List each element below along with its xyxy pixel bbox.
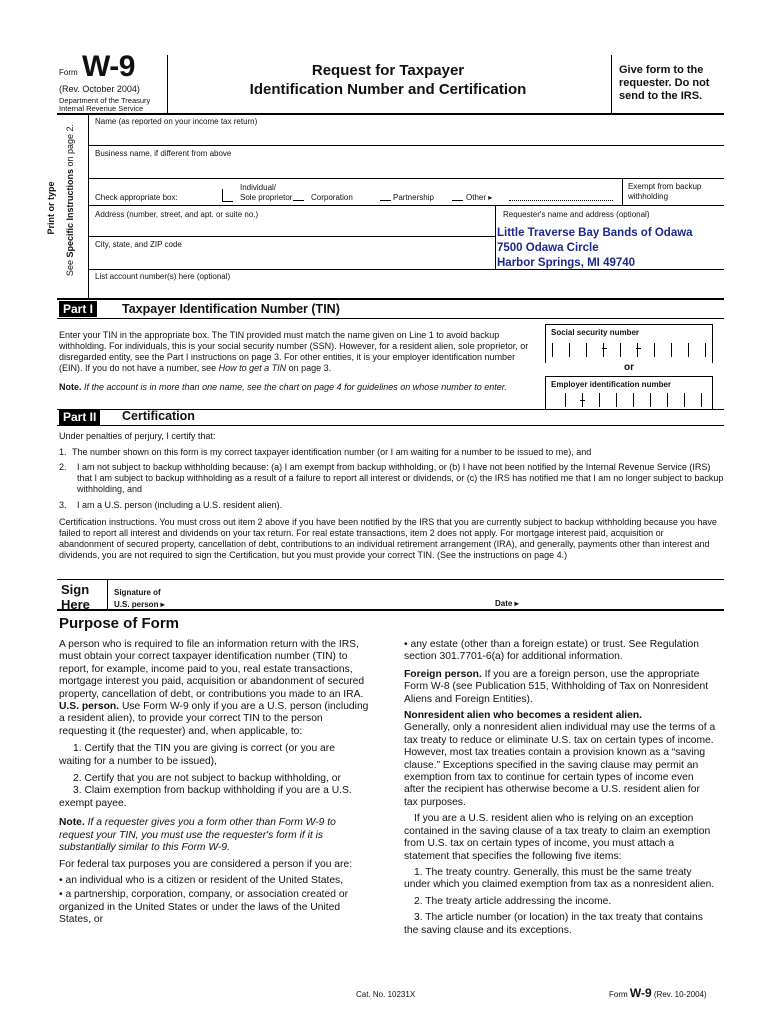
cert-instructions: Certification instructions. You must cross out item 2 above if you have been notified by the IRS that you are currently subject to backup withholding because you have failed to report all interest and dividends on your tax return. For real estate transactions, item 2 does not apply. For mortgage interest paid, acquisition or abandonment of secured property, cancellation of debt, contributions to an individual retirement arrangement (IRA), and generally, payments other than interest and dividends, you are not required to sign the Certification, but you must provide your correct TIN. (See the instructions on page 4.) <box>59 517 717 560</box>
revision: (Rev. October 2004) <box>59 84 140 94</box>
side-label <box>65 100 75 300</box>
title-line-2: Identification Number and Certification <box>249 81 527 98</box>
requester-label: Requester's name and address (optional) <box>503 210 650 219</box>
ein-label: Employer identification number <box>551 380 672 389</box>
business-field-label[interactable]: Business name, if different from above <box>95 149 232 158</box>
purpose-bullet-1: • an individual who is a citizen or resident of the United States, <box>59 874 344 886</box>
treaty-item-3: 3. The article number (or location) in the tax treaty that contains the saving clause and its exceptions. <box>404 912 703 936</box>
corporation-label: Corporation <box>311 193 353 202</box>
form-number: W-9 <box>82 50 135 83</box>
purpose-item-2: 2. Certify that you are not subject to backup withholding, or <box>73 773 341 785</box>
part1-text: Enter your TIN in the appropriate box. The TIN provided must match the name given on Line 1 to avoid backup withholding. For individuals, this is your social security number (SSN). However, for a resident alien, sole proprietor, or disregarded entity, see the Part I instructions on page 3. For other entities, it is your employer identification number (EIN). If you do not have a number, see How to get a TIN on page 3. <box>59 330 529 373</box>
purpose-fed: For federal tax purposes you are considered a person if you are: <box>59 858 353 870</box>
part1-tag: Part I <box>59 301 97 317</box>
exempt-label: Exempt from backup withholding <box>628 182 702 201</box>
purpose-right-column <box>404 639 716 937</box>
side-on-page: on page 2. <box>65 123 75 167</box>
purpose-item-1: 1. Certify that the TIN you are giving is correct (or you are waiting for a number to be issued), <box>59 743 335 767</box>
treaty-item-2: 2. The treaty article addressing the income. <box>414 895 612 907</box>
requester-name: Little Traverse Bay Bands of Odawa <box>497 227 693 239</box>
requester-street: 7500 Odawa Circle <box>497 242 599 254</box>
footer-form-id: Form W-9 (Rev. 10-2004) <box>609 986 707 1000</box>
or-label: or <box>624 362 634 373</box>
ssn-label: Social security number <box>551 328 640 337</box>
requester-value[interactable] <box>497 226 693 271</box>
date-field[interactable] <box>530 584 710 608</box>
cat-number: Cat. No. 10231X <box>356 990 416 999</box>
give-form-note: Give form to the requester. Do not send to the IRS. <box>619 64 710 102</box>
ssn-dash-2 <box>636 348 641 349</box>
partnership-checkbox[interactable] <box>380 200 391 201</box>
foreign-person-para: Foreign person. If you are a foreign person, use the appropriate Form W-8 (see Publication 515, Withholding of Tax on Nonresident Aliens and Foreign Entities). <box>404 668 709 705</box>
signature-label: Signature of U.S. person ▸ <box>114 588 165 609</box>
sign-here: Sign Here <box>61 582 90 612</box>
corporation-checkbox[interactable] <box>293 200 304 201</box>
signature-field[interactable] <box>180 584 480 608</box>
address-field-label[interactable]: Address (number, street, and apt. or suite no.) <box>95 210 259 219</box>
date-label: Date ▸ <box>495 599 519 608</box>
part2-title: Certification <box>122 409 195 423</box>
form-label: Form <box>59 68 78 77</box>
ein-dash <box>580 400 585 401</box>
purpose-note: Note. If a requester gives you a form other than Form W-9 to request your TIN, you must use the requester's form if it is substantially similar to this Form W-9. <box>59 817 336 854</box>
part2-tag: Part II <box>59 409 100 425</box>
part1-title: Taxpayer Identification Number (TIN) <box>122 302 340 316</box>
treaty-item-1: 1. The treaty country. Generally, this must be the same treaty under which you claimed exemption from tax as a nonresident alien. <box>404 866 715 891</box>
city-field-label[interactable]: City, state, and ZIP code <box>95 240 182 249</box>
form-title <box>170 61 606 99</box>
other-checkbox[interactable] <box>452 200 463 201</box>
cert-item-3: 3. I am a U.S. person (including a U.S. resident alien). <box>59 500 283 510</box>
cert-intro: Under penalties of perjury, I certify that: <box>59 431 216 441</box>
purpose-heading: Purpose of Form <box>59 615 180 632</box>
nra-text: Generally, only a nonresident alien individual may use the terms of a tax treaty to reduce or eliminate U.S. tax on certain types of income. However, most tax treaties contain a provision known as a “saving clause.” Exceptions specified in the saving clause may permit an exemption from tax to continue for certain types of income even after the recipient has otherwise become a U.S. resident alien for tax purposes. <box>404 722 716 808</box>
purpose-bullet-2: • a partnership, corporation, company, or association created or organized in the United States or under the laws of the United States, or <box>59 889 349 926</box>
partnership-label: Partnership <box>393 193 434 202</box>
part1-note: Note. If the account is in more than one name, see the chart on page 4 for guidelines on whose number to enter. <box>59 382 507 392</box>
other-label: Other ▸ <box>466 193 493 202</box>
purpose-left-column <box>59 639 369 927</box>
side-specific: Specific Instructions <box>65 169 75 258</box>
account-field-label[interactable]: List account number(s) here (optional) <box>95 272 231 281</box>
ssn-digits[interactable] <box>552 343 707 357</box>
side-print-type: Print or type <box>46 181 56 235</box>
purpose-item-3: 3. Claim exemption from backup withholding if you are a U.S. exempt payee. <box>59 785 352 809</box>
other-input[interactable] <box>509 200 613 201</box>
individual-label: Individual/ Sole proprietor <box>240 183 293 202</box>
resident-alien-para: If you are a U.S. resident alien who is relying on an exception contained in the saving clause of a tax treaty to claim an exemption from U.S. tax on certain types of income, you must attach a statement that specifies the following five items: <box>404 813 711 862</box>
department: Department of the Treasury <box>59 96 151 105</box>
individual-checkbox[interactable] <box>222 189 233 202</box>
ssn-dash-1 <box>602 348 607 349</box>
nra-heading: Nonresident alien who becomes a resident alien. <box>404 710 643 722</box>
irs: Internal Revenue Service <box>59 104 144 113</box>
ein-digits[interactable] <box>565 393 705 407</box>
cert-item-2: 2. I am not subject to backup withholding because: (a) I am exempt from backup withholding, or (b) I have not been notified by the Internal Revenue Service (IRS) that I am subject to backup withholding as a result of a failure to report all interest or dividends, or (c) the IRS has notified me that I am no longer subject to backup withholding, and <box>59 462 724 494</box>
purpose-p1: A person who is required to file an information return with the IRS, must obtain your correct taxpayer identification number (TIN) to report, for example, income paid to you, real estate transactions, mortgage interest you paid, acquisition or abandonment of secured property, cancellation of debt, or contributions you made to an IRA. <box>59 639 365 700</box>
name-field-label[interactable]: Name (as reported on your income tax return) <box>95 117 258 126</box>
check-box-label: Check appropriate box: <box>95 193 178 202</box>
us-person-para: U.S. person. Use Form W-9 only if you are a U.S. person (including a resident alien), to provide your correct TIN to the person requesting it (the requester) and, when applicable, to: <box>59 701 369 737</box>
side-see: See <box>65 260 75 277</box>
purpose-bullet-3: • any estate (other than a foreign estate) or trust. See Regulation section 301.7701-6(a) for additional information. <box>404 639 699 663</box>
title-line-1: Request for Taxpayer <box>311 62 465 79</box>
cert-item-1: 1. The number shown on this form is my correct taxpayer identification number (or I am waiting for a number to be issued to me), and <box>59 447 592 457</box>
requester-city: Harbor Springs, MI 49740 <box>497 257 636 269</box>
